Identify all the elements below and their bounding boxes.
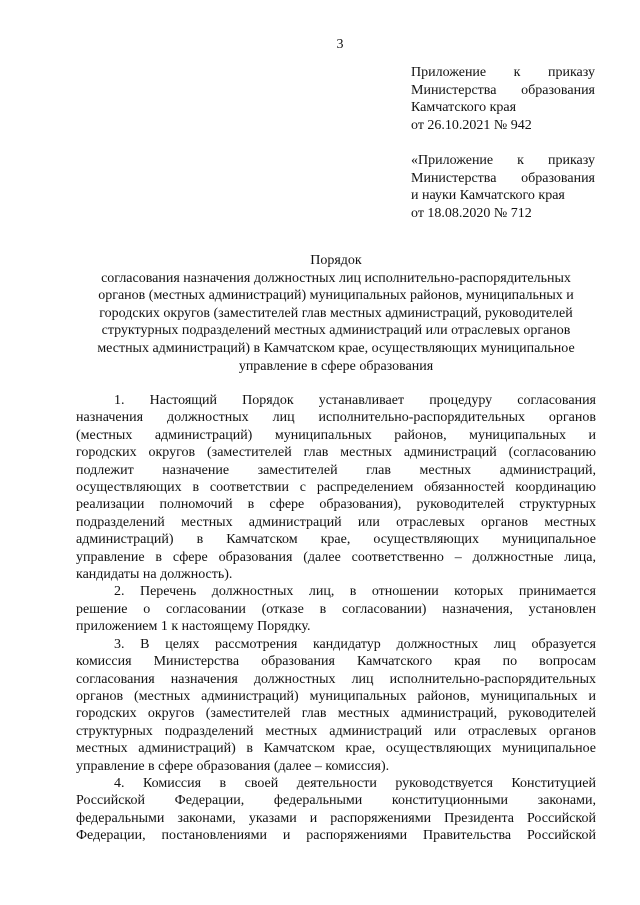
paragraph-1: [76, 392, 596, 583]
paragraph-2: [76, 583, 596, 635]
paragraph-line: управление в сфере образования (далее соответственно – должностные лица,: [76, 549, 596, 565]
appendix-previous: [411, 152, 595, 222]
paragraph-line: структурных подразделений местных администраций или отраслевых органов: [76, 723, 596, 739]
appendix-line: от 18.08.2020 № 712: [411, 205, 532, 221]
title-line: согласования назначения должностных лиц исполнительно-распорядительных: [101, 270, 571, 286]
paragraph-line: 4. Комиссия в своей деятельности руководствуется Конституцией: [114, 775, 596, 791]
paragraph-line: управление в сфере образования (далее – комиссия).: [76, 758, 390, 774]
paragraph-4: [76, 775, 596, 845]
appendix-line: и науки Камчатского края: [411, 188, 565, 204]
document-body: [76, 392, 596, 845]
appendix-line: Приложение к приказу: [411, 65, 595, 80]
document-title: [76, 252, 596, 375]
paragraph-line: согласования назначения должностных лиц исполнительно-распорядительных: [76, 671, 596, 687]
paragraph-line: городских округов (заместителей глав местных администраций (согласованию: [76, 445, 596, 461]
paragraph-line: реализации полномочий в сфере образования), руководителей структурных: [76, 497, 596, 513]
appendix-line: Министерства образования: [411, 82, 595, 98]
title-line: управление в сфере образования: [238, 358, 434, 374]
paragraph-line: администраций) в Камчатском крае, осуществляющих муниципальное: [76, 532, 596, 548]
paragraph-line: Российской Федерации, федеральными конституционными законами,: [76, 793, 596, 809]
paragraph-line: кандидаты на должность).: [76, 567, 233, 583]
paragraph-line: осуществляющих в соответствии с распределением обязанностей координацию: [76, 480, 596, 496]
paragraph-line: 2. Перечень должностных лиц, в отношении которых принимается: [114, 584, 596, 600]
appendix-line: Министерства образования: [411, 170, 595, 186]
title-line: органов (местных администраций) муниципальных районов, муниципальных и: [98, 288, 574, 304]
paragraph-line: подразделений местных администраций или отраслевых органов местных: [76, 514, 596, 530]
paragraph-line: решение о согласовании (отказе в согласовании) назначения, установлен: [76, 601, 596, 617]
paragraph-line: местных администраций) в Камчатском крае, осуществляющих муниципальное: [76, 741, 596, 757]
paragraph-line: органов (местных администраций) муниципальных районов, муниципальных и: [76, 688, 596, 704]
paragraph-3: [76, 636, 596, 775]
paragraph-line: Федерации, постановлениями и распоряжениями Правительства Российской: [76, 828, 596, 844]
title-line: городских округов (заместителей глав местных администраций, руководителей: [99, 305, 573, 321]
appendix-line: Камчатского края: [411, 100, 517, 116]
paragraph-line: назначения должностных лиц исполнительно-распорядительных органов: [76, 410, 596, 426]
paragraph-line: 3. В целях рассмотрения кандидатур должностных лиц образуется: [114, 636, 596, 652]
paragraph-line: (местных администраций) муниципальных районов, муниципальных и: [76, 427, 596, 443]
paragraph-line: приложением 1 к настоящему Порядку.: [76, 619, 311, 635]
appendix-line: от 26.10.2021 № 942: [411, 117, 532, 133]
paragraph-line: федеральными законами, указами и распоряжениями Президента Российской: [76, 810, 596, 826]
title-heading: Порядок: [310, 253, 362, 268]
paragraph-line: комиссия Министерства образования Камчатского края по вопросам: [76, 654, 596, 670]
paragraph-line: 1. Настоящий Порядок устанавливает процедуру согласования: [114, 393, 596, 408]
title-line: местных администраций) в Камчатском крае, осуществляющих муниципальное: [97, 340, 575, 356]
paragraph-line: городских округов (заместителей глав местных администраций, руководителей: [76, 706, 596, 722]
page-number: 3: [336, 37, 344, 52]
appendix-line: «Приложение к приказу: [411, 153, 595, 168]
paragraph-line: подлежит назначение заместителей глав местных администраций,: [76, 462, 596, 478]
appendix-current: [411, 64, 595, 134]
title-line: структурных подразделений местных администраций или отраслевых органов: [101, 323, 571, 339]
